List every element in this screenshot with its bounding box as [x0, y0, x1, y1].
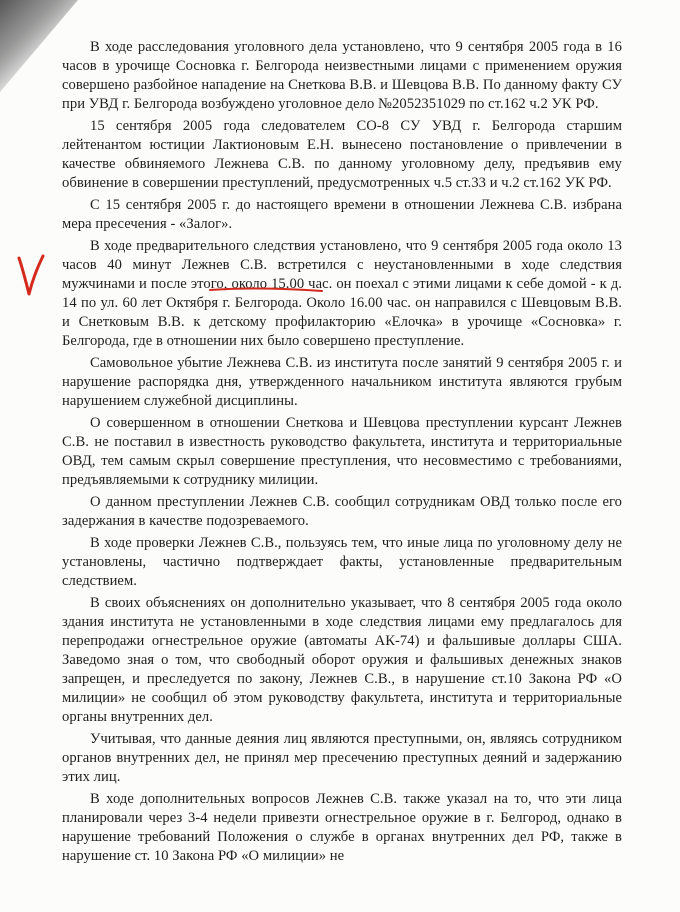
- paragraph-6: О совершенном в отношении Снеткова и Шевцова преступлении курсант Лежнев С.В. не поставил в известность руководство факультета, института и территориальные ОВД, тем самым скрыл совершение преступления, что несовместимо с требованиями, предъявляемыми к сотруднику милиции.: [62, 415, 622, 488]
- paragraph-1: В ходе расследования уголовного дела установлено, что 9 сентября 2005 года в 16 часов в урочище Сосновка г. Белгорода неизвестными лицами с применением оружия совершено разбойное нападение на Снеткова В.В. и Шевцова В.В. По данному факту СУ при УВД г. Белгорода возбуждено уголовное дело №2052351029 по ст.162 ч.2 УК РФ.: [62, 39, 622, 112]
- red-underline-mark: [208, 285, 324, 295]
- paragraph-10: Учитывая, что данные деяния лиц являются преступными, он, являясь сотрудником органов внутренних дел, не принял мер пресечению преступных деяний и задержанию этих лиц.: [62, 731, 622, 785]
- paragraph-11: В ходе дополнительных вопросов Лежнев С.В. также указал на то, что эти лица планировали через 3-4 недели привезти огнестрельное оружие в г. Белгород, однако в нарушение требований Положения о службе в органах внутренних дел РФ, также в нарушение ст. 10 Закона РФ «О милиции» не: [62, 791, 622, 864]
- red-checkmark-icon: [16, 254, 46, 298]
- paragraph-4: В ходе предварительного следствия установлено, что 9 сентября 2005 года около 13 часов 40 минут Лежнев С.В. встретился с неустановленными в ходе следствия мужчинами и после этого, около 15.00 час. он поехал с этими лицами к себе домой - к д. 14 по ул. 60 лет Октября г. Белгорода. Около 16.00 час. он направился с Шевцовым В.В. и Снетковым В.В. к детскому профилакторию «Елочка» в урочище «Сосновка» г. Белгорода, где в отношении них было совершено преступление.: [62, 238, 622, 349]
- paragraph-9: В своих объяснениях он дополнительно указывает, что 8 сентября 2005 года около здания института не установленными в ходе следствия лицами ему предлагалось для перепродажи огнестрельное оружие (автоматы АК-74) и фальшивые доллары США. Заведомо зная о том, что свободный оборот оружия и фальшивых денежных знаков запрещен, и преследуется по закону, Лежнев С.В., в нарушение ст.10 Закона РФ «О милиции» не сообщил об этом руководству факультета, института и территориальные органы внутренних дел.: [62, 595, 622, 725]
- paragraph-3: С 15 сентября 2005 г. до настоящего времени в отношении Лежнева С.В. избрана мера пресечения - «Залог».: [62, 197, 622, 232]
- paragraph-2: 15 сентября 2005 года следователем СО-8 СУ УВД г. Белгорода старшим лейтенантом юстиции Лактионовым Е.Н. вынесено постановление о привлечении в качестве обвиняемого Лежнева С.В. по данному уголовному делу, предъявив ему обвинение в совершении преступлений, предусмотренных ч.5 ст.33 и ч.2 ст.162 УК РФ.: [62, 118, 622, 191]
- paragraph-8: В ходе проверки Лежнев С.В., пользуясь тем, что иные лица по уголовному делу не установлены, частично подтверждает факты, установленные предварительным следствием.: [62, 535, 622, 589]
- paragraph-7: О данном преступлении Лежнев С.В. сообщил сотрудникам ОВД только после его задержания в качестве подозреваемого.: [62, 494, 622, 529]
- paragraph-5: Самовольное убытие Лежнева С.В. из института после занятий 9 сентября 2005 г. и нарушение распорядка дня, утвержденного начальником института являются грубым нарушением служебной дисциплины.: [62, 355, 622, 409]
- document-body: [62, 38, 622, 869]
